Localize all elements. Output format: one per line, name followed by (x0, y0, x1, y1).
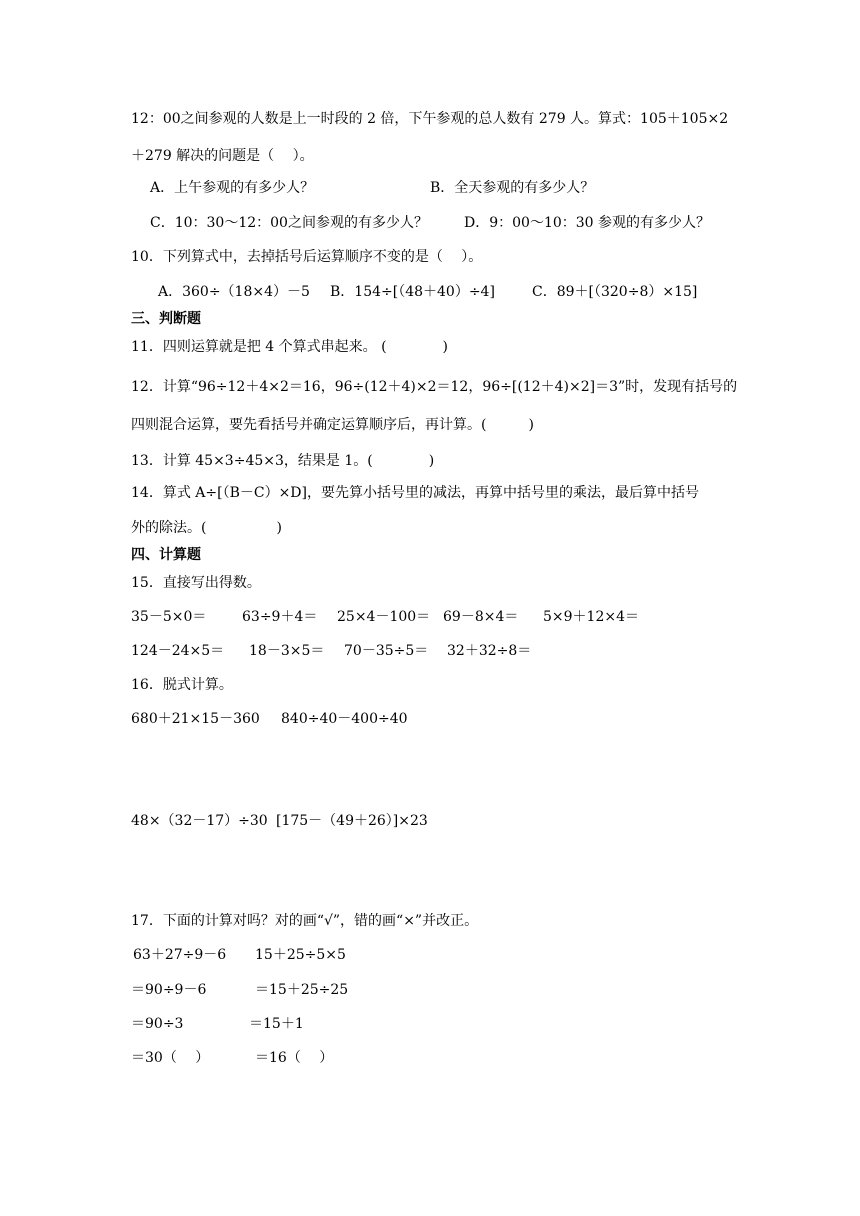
q17-right-step: 15＋25÷5×5 (255, 947, 346, 963)
q16-item: [175－（49＋26）]×23 (276, 813, 428, 829)
q10-option-b: B．154÷[（48＋40）÷4] (330, 284, 495, 300)
q14-line2: 外的除法。( ) (131, 520, 282, 536)
q9-option-b: B．全天参观的有多少人？ (430, 180, 595, 196)
q15-item: 32＋32÷8＝ (447, 643, 532, 659)
q11: 11．四则运算就是把 4 个算式串起来。 ( ) (131, 339, 448, 355)
q15-item: 35－5×0＝ (131, 609, 207, 625)
q17-stem: 17．下面的计算对吗？对的画“√”，错的画“×”并改正。 (131, 913, 479, 929)
q15-item: 5×9＋12×4＝ (543, 609, 639, 625)
q17-right-step: ＝15＋25÷25 (255, 982, 349, 998)
q10-stem: 10．下列算式中，去掉括号后运算顺序不变的是（ ）。 (131, 249, 483, 265)
q17-right-step: ＝15＋1 (249, 1016, 304, 1032)
q17-left-step: ＝90÷9－6 (131, 982, 207, 998)
section-4-heading: 四、计算题 (131, 547, 201, 563)
section-3-heading: 三、判断题 (131, 311, 201, 327)
q10-option-a: A．360÷（18×4）－5 (158, 284, 310, 300)
q9-option-c: C．10：30～12：00之间参观的有多少人？ (150, 215, 428, 231)
q9-option-d: D．9：00～10：30 参观的有多少人？ (464, 215, 711, 231)
q15-item: 69－8×4＝ (443, 609, 519, 625)
q17-right-step: ＝16（ ） (255, 1050, 334, 1066)
q12-line2: 四则混合运算，要先看括号并确定运算顺序后，再计算。( ) (131, 417, 534, 433)
q9-line1: 12：00之间参观的人数是上一时段的 2 倍，下午参观的总人数有 279 人。算式：105＋105×2 (131, 111, 729, 127)
q9-option-a: A．上午参观的有多少人？ (150, 180, 315, 196)
q9-line2: ＋279 解决的问题是（ ）。 (131, 148, 314, 164)
q16-item: 680＋21×15－360 (131, 711, 260, 727)
q15-item: 63÷9＋4＝ (242, 609, 318, 625)
q14-line1: 14．算式 A÷[（B－C）×D]，要先算小括号里的减法，再算中括号里的乘法，最后算中括号 (131, 485, 699, 501)
q16-item: 840÷40－400÷40 (281, 711, 408, 727)
q17-left-step: ＝30（ ） (131, 1050, 210, 1066)
q15-stem: 15．直接写出得数。 (131, 575, 261, 591)
q17-left-step: 63＋27÷9－6 (133, 947, 227, 963)
q16-stem: 16．脱式计算。 (131, 677, 233, 693)
q16-item: 48×（32－17）÷30 (131, 813, 268, 829)
q10-option-c: C．89＋[（320÷8）×15] (532, 284, 698, 300)
q15-item: 18－3×5＝ (249, 643, 325, 659)
q12-line1: 12．计算“96÷12＋4×2＝16，96÷(12＋4)×2＝12，96÷[(12＋4)×2]＝3”时，发现有括号的 (131, 379, 738, 395)
q17-left-step: ＝90÷3 (131, 1016, 184, 1032)
q15-item: 70－35÷5＝ (344, 643, 429, 659)
q15-item: 25×4－100＝ (337, 609, 431, 625)
q13: 13．计算 45×3÷45×3，结果是 1。( ) (131, 453, 435, 469)
q15-item: 124－24×5＝ (131, 643, 225, 659)
